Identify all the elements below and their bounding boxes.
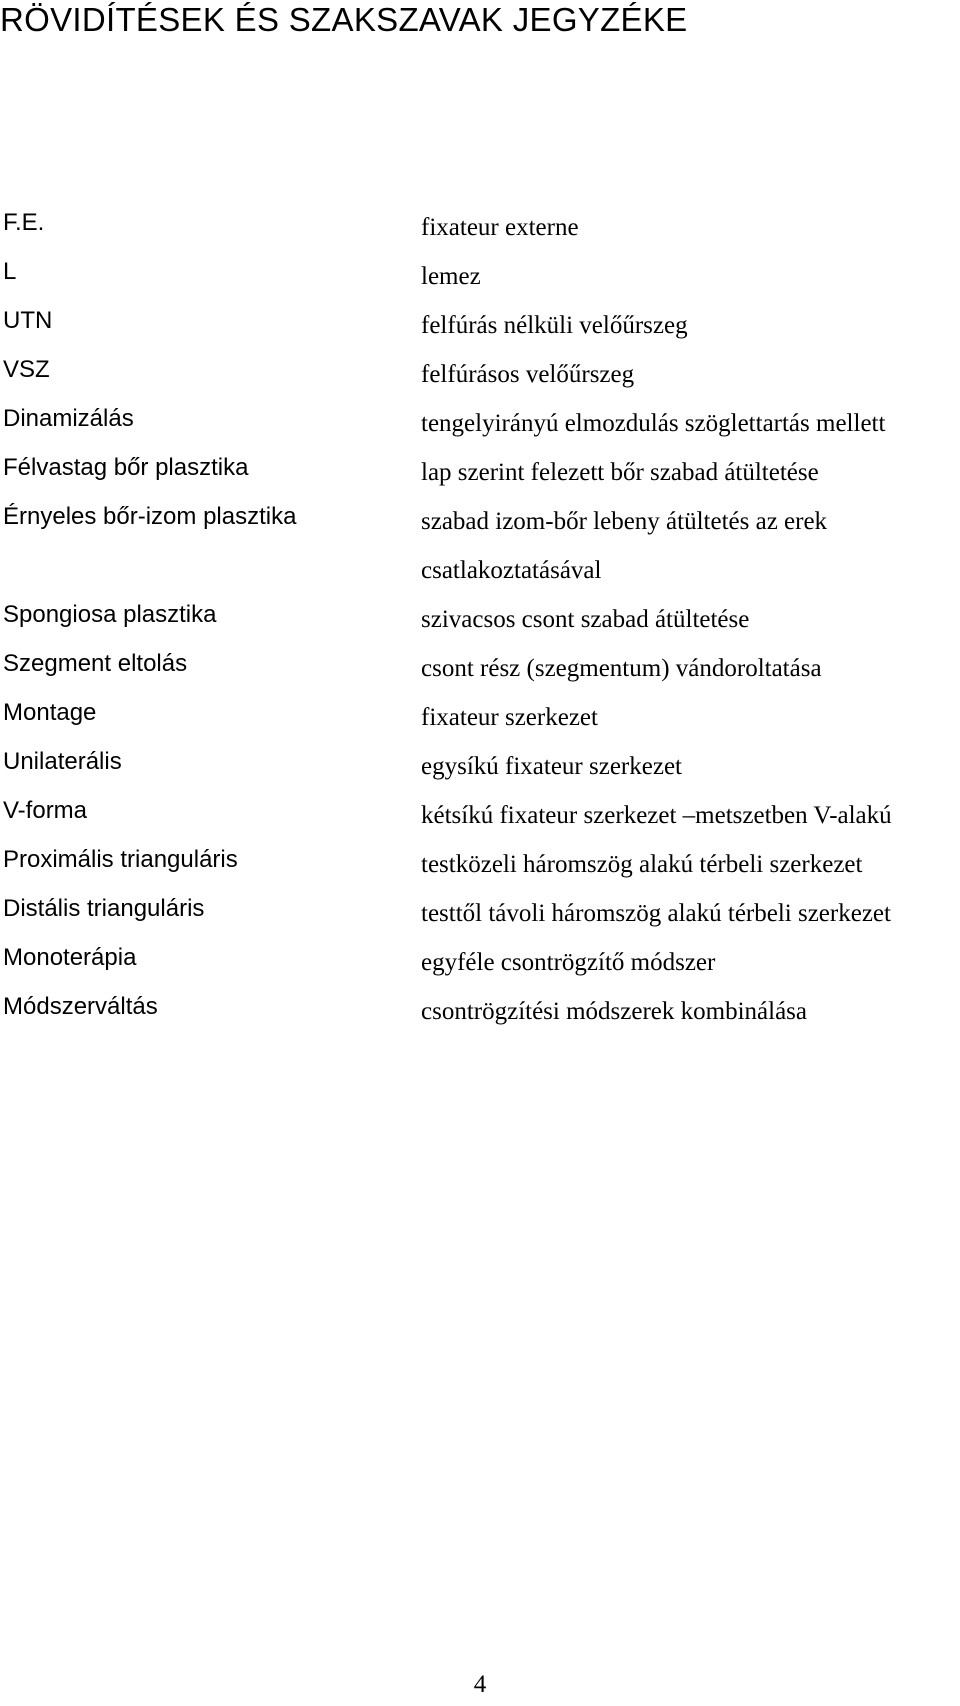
glossary-term: V-forma	[3, 797, 88, 824]
glossary-row	[0, 252, 960, 301]
page-number: 4	[473, 1671, 487, 1698]
glossary-definition-line: felfúrás nélküli velőűrszeg	[421, 312, 688, 339]
glossary-list	[0, 203, 960, 1036]
glossary-definition-line: testközeli háromszög alakú térbeli szerkezet	[421, 851, 863, 878]
glossary-row	[0, 791, 960, 840]
glossary-definition-line: csontrögzítési módszerek kombinálása	[421, 998, 807, 1025]
glossary-term: F.E.	[3, 209, 45, 236]
glossary-definition	[421, 301, 960, 350]
glossary-row	[0, 938, 960, 987]
glossary-definition-line: csont rész (szegmentum) vándoroltatása	[421, 655, 822, 682]
glossary-term: Szegment eltolás	[3, 650, 188, 677]
glossary-term: Montage	[3, 699, 97, 726]
glossary-row	[0, 203, 960, 252]
glossary-definition	[421, 252, 960, 301]
glossary-definition-line: tengelyirányú elmozdulás szöglettartás mellett	[421, 410, 886, 437]
glossary-term: Félvastag bőr plasztika	[3, 454, 249, 481]
glossary-row	[0, 840, 960, 889]
glossary-row	[0, 448, 960, 497]
glossary-row	[0, 350, 960, 399]
glossary-definition	[421, 889, 960, 938]
glossary-term: Monoterápia	[3, 944, 137, 971]
glossary-definition-line: felfúrásos velőűrszeg	[421, 361, 635, 388]
glossary-row	[0, 301, 960, 350]
glossary-row	[0, 644, 960, 693]
glossary-definition	[421, 987, 960, 1036]
glossary-definition	[421, 644, 960, 693]
glossary-definition-line: szabad izom-bőr lebeny átültetés az erek	[421, 508, 828, 535]
glossary-term: Módszerváltás	[3, 993, 158, 1020]
glossary-definition-line: kétsíkú fixateur szerkezet –metszetben V-alakú	[421, 802, 892, 829]
glossary-term: L	[3, 258, 17, 285]
glossary-row	[0, 399, 960, 448]
glossary-definition-line: egysíkú fixateur szerkezet	[421, 753, 682, 780]
glossary-term: UTN	[3, 307, 53, 334]
glossary-definition	[421, 595, 960, 644]
glossary-definition-line: szivacsos csont szabad átültetése	[421, 606, 750, 633]
glossary-term: Érnyeles bőr-izom plasztika	[3, 503, 297, 530]
glossary-term: Distális trianguláris	[3, 895, 205, 922]
glossary-term: VSZ	[3, 356, 50, 383]
glossary-term: Unilaterális	[3, 748, 122, 775]
glossary-term: Proximális trianguláris	[3, 846, 238, 873]
glossary-definition	[421, 350, 960, 399]
glossary-definition-line: fixateur externe	[421, 214, 579, 241]
glossary-definition	[421, 399, 960, 448]
glossary-row	[0, 889, 960, 938]
glossary-term: Dinamizálás	[3, 405, 134, 432]
glossary-definition	[421, 938, 960, 987]
glossary-definition	[421, 693, 960, 742]
glossary-definition	[421, 840, 960, 889]
glossary-definition	[421, 742, 960, 791]
glossary-definition	[421, 203, 960, 252]
glossary-row	[0, 693, 960, 742]
glossary-definition	[421, 448, 960, 497]
glossary-definition	[421, 791, 960, 840]
glossary-row	[0, 497, 960, 595]
glossary-definition-line: lemez	[421, 263, 481, 290]
glossary-definition-line: csatlakoztatásával	[421, 557, 602, 584]
page-title: RÖVIDÍTÉSEK ÉS SZAKSZAVAK JEGYZÉKE	[0, 1, 688, 38]
glossary-definition-line: egyféle csontrögzítő módszer	[421, 949, 716, 976]
glossary-definition-line: fixateur szerkezet	[421, 704, 598, 731]
glossary-row	[0, 987, 960, 1036]
glossary-definition	[421, 497, 960, 595]
glossary-row	[0, 742, 960, 791]
glossary-definition-line: testtől távoli háromszög alakú térbeli szerkezet	[421, 900, 891, 927]
glossary-row	[0, 595, 960, 644]
glossary-term: Spongiosa plasztika	[3, 601, 217, 628]
glossary-definition-line: lap szerint felezett bőr szabad átültetése	[421, 459, 819, 486]
